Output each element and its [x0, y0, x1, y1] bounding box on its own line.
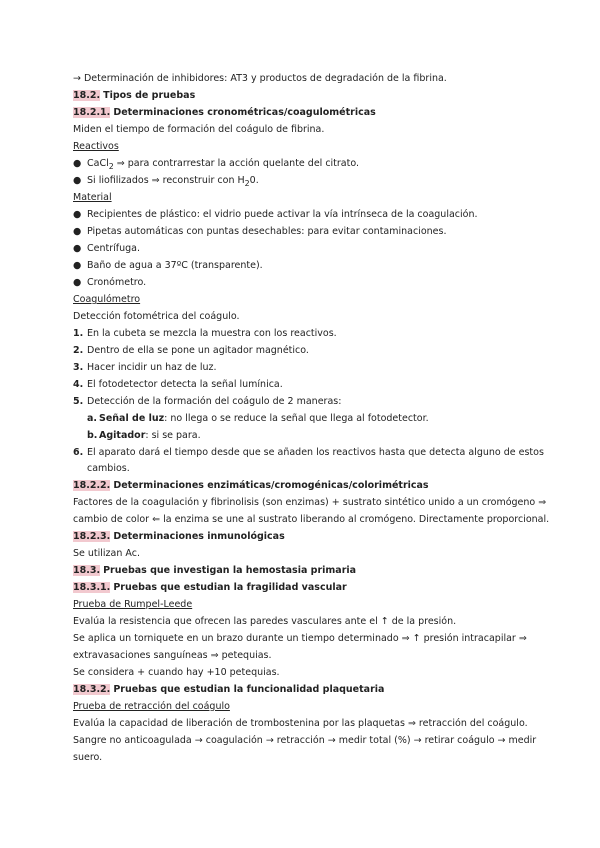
heading-18-2-1 [73, 107, 376, 119]
section-title: Determinaciones enzimáticas/cromogénicas/colorimétricas [113, 480, 429, 491]
bullet-icon: ● [73, 260, 82, 271]
list-item: ● Recipientes de plástico: el vidrio puede activar la vía intrínseca de la coagulación. [73, 209, 478, 220]
bullet-icon: ● [73, 277, 82, 288]
paragraph: Miden el tiempo de formación del coágulo de fibrina. [73, 124, 325, 135]
paragraph: Factores de la coagulación y fibrinolisis (son enzimas) + sustrato sintético unido a un cromógeno ⇒ [73, 497, 547, 508]
sub-item: a. Señal de luz: no llega o se reduce la señal que llega al fotodetector. [87, 413, 429, 424]
section-title: Pruebas que estudian la fragilidad vascular [113, 582, 347, 593]
numbered-item: 2. Dentro de ella se pone un agitador magnético. [73, 345, 309, 356]
paragraph: Se considera + cuando hay +10 petequias. [73, 667, 280, 678]
paragraph: Evalúa la resistencia que ofrecen las paredes vasculares ante el ↑ de la presión. [73, 616, 457, 627]
inhibitors-line: → Determinación de inhibidores: AT3 y productos de degradación de la fibrina. [73, 73, 447, 84]
heading-18-2 [73, 90, 195, 102]
numbered-item: 3. Hacer incidir un haz de luz. [73, 362, 217, 373]
subheading-retraccion: Prueba de retracción del coágulo [73, 701, 230, 712]
section-number: 18.2. [73, 90, 101, 101]
heading-18-3-2 [73, 684, 384, 696]
paragraph: Evalúa la capacidad de liberación de trombostenina por las plaquetas ⇒ retracción del coágulo. [73, 718, 528, 729]
section-number: 18.2.1. [73, 107, 111, 118]
paragraph: suero. [73, 752, 103, 763]
list-item: ● Pipetas automáticas con puntas desechables: para evitar contaminaciones. [73, 226, 447, 237]
bullet-icon: ● [73, 175, 82, 186]
section-number: 18.2.2. [73, 480, 111, 491]
heading-18-3 [73, 565, 356, 577]
subheading-reactivos: Reactivos [73, 141, 119, 152]
subheading-rumpel-leede: Prueba de Rumpel-Leede [73, 599, 193, 610]
section-number: 18.3.2. [73, 684, 111, 695]
numbered-item: 4. El fotodetector detecta la señal lumínica. [73, 379, 283, 390]
paragraph: Sangre no anticoagulada → coagulación → retracción → medir total (%) → retirar coágulo → medir [73, 735, 537, 746]
paragraph: cambio de color ⇐ la enzima se une al sustrato liberando al cromógeno. Directamente proporcional. [73, 514, 550, 525]
section-title: Pruebas que investigan la hemostasia primaria [103, 565, 357, 576]
list-item: ● CaCl$_2$ ⇒ para contrarrestar la acción quelante del citrato. [73, 158, 360, 171]
subheading-coagulometro: Coagulómetro [73, 294, 141, 305]
numbered-item: 6. El aparato dará el tiempo desde que se añaden los reactivos hasta que detecta alguno de estos [73, 447, 544, 458]
list-item: ● Si liofilizados ⇒ reconstruir con $H_20$. [73, 175, 259, 188]
numbered-item: 1. En la cubeta se mezcla la muestra con los reactivos. [73, 328, 337, 339]
list-item: ● Baño de agua a 37ºC (transparente). [73, 260, 263, 271]
bullet-icon: ● [73, 158, 82, 169]
heading-18-3-1 [73, 582, 347, 594]
section-number: 18.3. [73, 565, 101, 576]
bullet-icon: ● [73, 243, 82, 254]
numbered-item: 5. Detección de la formación del coágulo de 2 maneras: [73, 396, 342, 407]
sub-item: b. Agitador: si se para. [87, 430, 201, 441]
paragraph: Detección fotométrica del coágulo. [73, 311, 240, 322]
list-item: ● Cronómetro. [73, 277, 147, 288]
section-title: Pruebas que estudian la funcionalidad plaquetaria [113, 684, 385, 695]
paragraph: extravasaciones sanguíneas ⇒ petequias. [73, 650, 272, 661]
section-title: Tipos de pruebas [103, 90, 196, 101]
numbered-item-continuation: cambios. [87, 463, 130, 474]
paragraph: Se utilizan Ac. [73, 548, 140, 559]
section-number: 18.2.3. [73, 531, 111, 542]
list-item: ● Centrífuga. [73, 243, 141, 254]
section-title: Determinaciones inmunológicas [113, 531, 285, 542]
paragraph: Se aplica un torniquete en un brazo durante un tiempo determinado ⇒ ↑ presión intracapilar ⇒ [73, 633, 527, 644]
heading-18-2-2 [73, 480, 429, 492]
subheading-material: Material [73, 192, 112, 203]
section-number: 18.3.1. [73, 582, 111, 593]
bullet-icon: ● [73, 209, 82, 220]
heading-18-2-3 [73, 531, 285, 543]
section-title: Determinaciones cronométricas/coagulométricas [113, 107, 376, 118]
bullet-icon: ● [73, 226, 82, 237]
